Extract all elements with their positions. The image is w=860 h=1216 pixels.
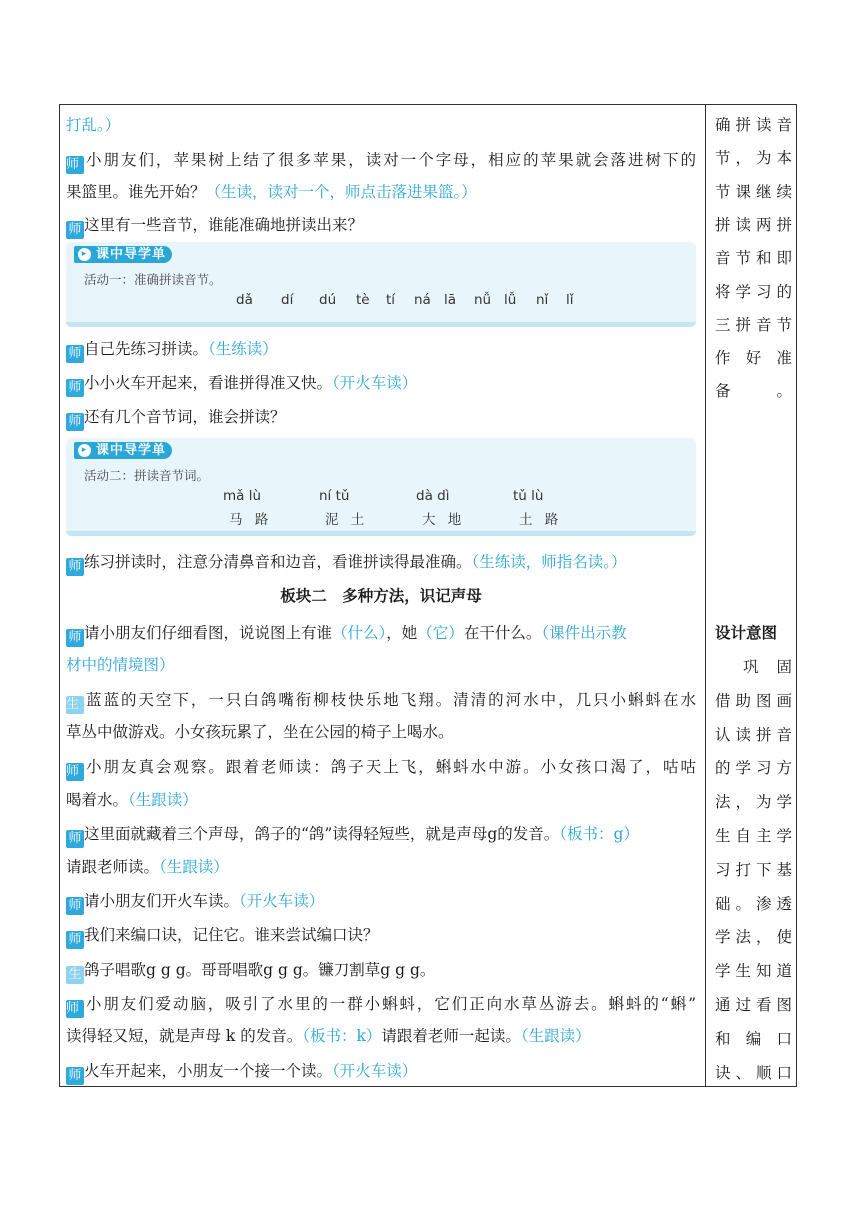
- word-pinyin: tǔ lù: [513, 488, 544, 504]
- text-line: [66, 373, 696, 397]
- line-text: 读得轻又短，就是声母 k 的发音。: [66, 1027, 303, 1045]
- guide-task: 活动二：拼读音节词。: [84, 468, 210, 483]
- side-note-line: 习打下基: [715, 860, 792, 879]
- section-title: 板块二 多种方法，识记声母: [280, 586, 482, 605]
- activity-note: （生跟读）: [159, 858, 229, 876]
- side-note-line: 备。: [715, 382, 792, 401]
- line-text: 这里面就藏着三个声母，鸽子的“鸽”读得轻短些，就是声母g的发音。: [84, 825, 560, 843]
- line-text: 小朋友们爱动脑，吸引了水里的一群小蝌蚪，它们正向水草丛游去。蝌蚪的“蝌”: [84, 995, 696, 1013]
- student-tag-icon: 生: [66, 696, 84, 714]
- teacher-tag-icon: 师: [66, 156, 84, 174]
- line-text: 火车开起来，小朋友一个接一个读。: [84, 1062, 333, 1080]
- side-note-line: 巩固: [743, 658, 792, 676]
- student-tag-icon: 生: [66, 966, 84, 984]
- syllable: tè: [356, 292, 370, 308]
- side-note-line: 节，为本: [715, 149, 792, 168]
- line-text: 请小朋友们仔细看图，说说图上有谁: [84, 624, 333, 642]
- line-text: 果篮里。谁先开始？: [66, 183, 206, 201]
- syllable: dí: [281, 292, 294, 308]
- side-note-line: 音节和即: [715, 249, 792, 268]
- teacher-tag-icon: 师: [66, 558, 84, 576]
- syllable: tí: [386, 292, 396, 308]
- text-line: [66, 925, 696, 949]
- text-line: [66, 182, 696, 202]
- column-divider: [705, 105, 706, 1086]
- line-text: 在干什么。: [463, 624, 542, 642]
- activity-note: 打乱。）: [66, 116, 121, 134]
- side-note-line: 础。渗透: [715, 894, 792, 913]
- line-text: 小朋友真会观察。跟着老师读：鸽子天上飞，蝌蚪水中游。小女孩口渴了，咕咕: [84, 758, 696, 776]
- teacher-tag-icon: 师: [66, 830, 84, 848]
- activity-note: （生跟读）: [128, 791, 198, 809]
- side-note-line: 诀、顺口: [715, 1063, 792, 1082]
- teacher-tag-icon: 师: [66, 931, 84, 949]
- guide-card-1: [66, 242, 696, 327]
- line-text: ，她: [386, 624, 418, 642]
- syllable: lǚ: [504, 292, 517, 308]
- side-note-line: 的学习方: [715, 759, 792, 778]
- teacher-tag-icon: 师: [66, 1000, 84, 1018]
- syllable: lǐ: [566, 292, 574, 308]
- text-line: [66, 690, 696, 714]
- syllable: nǐ: [536, 292, 549, 308]
- activity-note: 材中的情境图）: [66, 656, 175, 674]
- side-heading: 设计意图: [715, 623, 778, 642]
- word-pinyin: mǎ lù: [223, 488, 262, 504]
- side-note-line: 借助图画: [715, 691, 792, 710]
- teacher-tag-icon: 师: [66, 629, 84, 647]
- text-line: [66, 891, 696, 915]
- text-line: [66, 994, 696, 1018]
- guide-bottom-bar: [66, 531, 696, 536]
- text-line: [66, 655, 696, 675]
- word-hanzi: 大 地: [422, 512, 466, 528]
- word-hanzi: 土 路: [519, 512, 563, 528]
- side-note-line: 确拼读音: [715, 116, 792, 134]
- activity-note: （它）: [417, 624, 464, 642]
- line-text: 还有几个音节词，谁会拼读？: [84, 408, 286, 426]
- line-text: 草丛中做游戏。小女孩玩累了，坐在公园的椅子上喝水。: [66, 723, 454, 741]
- lesson-table: [59, 104, 797, 1087]
- syllable: ná: [414, 292, 431, 308]
- side-note-line: 作好准: [715, 349, 792, 368]
- text-line: [66, 115, 696, 135]
- teacher-tag-icon: 师: [66, 379, 84, 397]
- text-line: [66, 623, 696, 647]
- text-line: [66, 857, 696, 877]
- line-text: 这里有一些音节，谁能准确地拼读出来？: [84, 216, 364, 234]
- text-line: [66, 790, 696, 810]
- text-line: [66, 824, 696, 848]
- line-text: 请跟老师读。: [66, 858, 160, 876]
- activity-note: （生练读，师指名读。）: [471, 553, 627, 571]
- activity-note: （生读，读对一个，师点击落进果篮。）: [205, 183, 477, 201]
- activity-note: （课件出示教: [541, 624, 627, 642]
- side-note-line: 拼读两拼: [715, 215, 792, 234]
- teacher-tag-icon: 师: [66, 345, 84, 363]
- activity-note: （开火车读）: [332, 374, 418, 392]
- activity-note: （开火车读）: [332, 1062, 418, 1080]
- side-note-line: 节课继续: [715, 182, 792, 201]
- word-pinyin: ní tǔ: [319, 488, 350, 504]
- syllable: lā: [444, 292, 457, 308]
- text-line: [66, 1061, 696, 1085]
- line-text: 自己先练习拼读。: [84, 340, 209, 358]
- guide-header: ▸ 课中导学单: [74, 246, 172, 263]
- line-text: 我们来编口诀，记住它。谁来尝试编口诀？: [84, 926, 379, 944]
- side-note-line: 认读拼音: [715, 725, 792, 744]
- side-note-line: 通过看图: [715, 996, 792, 1014]
- text-line: [66, 960, 696, 984]
- side-note-line: 学法，使: [715, 928, 792, 947]
- side-note-line: 将学习的: [715, 282, 792, 301]
- line-text: 请跟着老师一起读。: [381, 1027, 521, 1045]
- activity-note: （开火车读）: [239, 892, 325, 910]
- line-text: 喝着水。: [66, 791, 129, 809]
- activity-note: （板书：g）: [559, 825, 639, 843]
- side-note-line: 法，为学: [715, 793, 792, 812]
- text-line: [66, 552, 696, 576]
- teacher-tag-icon: 师: [66, 763, 84, 781]
- activity-note: （生跟读）: [520, 1027, 591, 1045]
- text-line: [66, 150, 696, 174]
- guide-card-2: [66, 438, 696, 536]
- teacher-tag-icon: 师: [66, 1067, 84, 1085]
- teacher-tag-icon: 师: [66, 413, 84, 431]
- syllable: nǚ: [474, 292, 492, 308]
- side-note-line: 三拼音节: [715, 315, 792, 334]
- line-text: 蓝蓝的天空下，一只白鸽嘴衔柳枝快乐地飞翔。清清的河水中，几只小蝌蚪在水: [84, 691, 696, 709]
- text-line: [66, 407, 696, 431]
- syllable: dǎ: [236, 292, 253, 308]
- teacher-tag-icon: 师: [66, 897, 84, 915]
- activity-note: （板书：k）: [302, 1027, 382, 1045]
- line-text: 请小朋友们开火车读。: [84, 892, 240, 910]
- guide-header: ▸ 课中导学单: [74, 442, 172, 459]
- activity-note: （生练读）: [208, 340, 278, 358]
- side-note-line: 学生知道: [715, 962, 792, 981]
- text-line: [66, 757, 696, 781]
- line-text: 鸽子唱歌g g g。哥哥唱歌g g g。镰刀割草g g g。: [84, 961, 436, 979]
- text-line: [66, 1026, 696, 1046]
- syllable: dú: [319, 292, 337, 308]
- side-note-line: 和编口: [715, 1029, 792, 1048]
- guide-task: 活动一：准确拼读音节。: [84, 272, 222, 287]
- text-line: [66, 339, 696, 363]
- teacher-tag-icon: 师: [66, 221, 84, 239]
- activity-note: （什么）: [332, 624, 387, 642]
- line-text: 小小火车开起来，看谁拼得准又快。: [84, 374, 333, 392]
- text-line: [66, 722, 696, 742]
- line-text: 练习拼读时，注意分清鼻音和边音，看谁拼读得最准确。: [84, 553, 472, 571]
- word-hanzi: 泥 土: [325, 512, 369, 528]
- word-hanzi: 马 路: [229, 512, 273, 528]
- word-pinyin: dà dì: [416, 488, 450, 504]
- guide-bottom-bar: [66, 322, 696, 327]
- line-text: 小朋友们，苹果树上结了很多苹果，读对一个字母，相应的苹果就会落进树下的: [84, 151, 696, 169]
- text-line: [66, 215, 696, 239]
- side-note-line: 生自主学: [715, 827, 792, 845]
